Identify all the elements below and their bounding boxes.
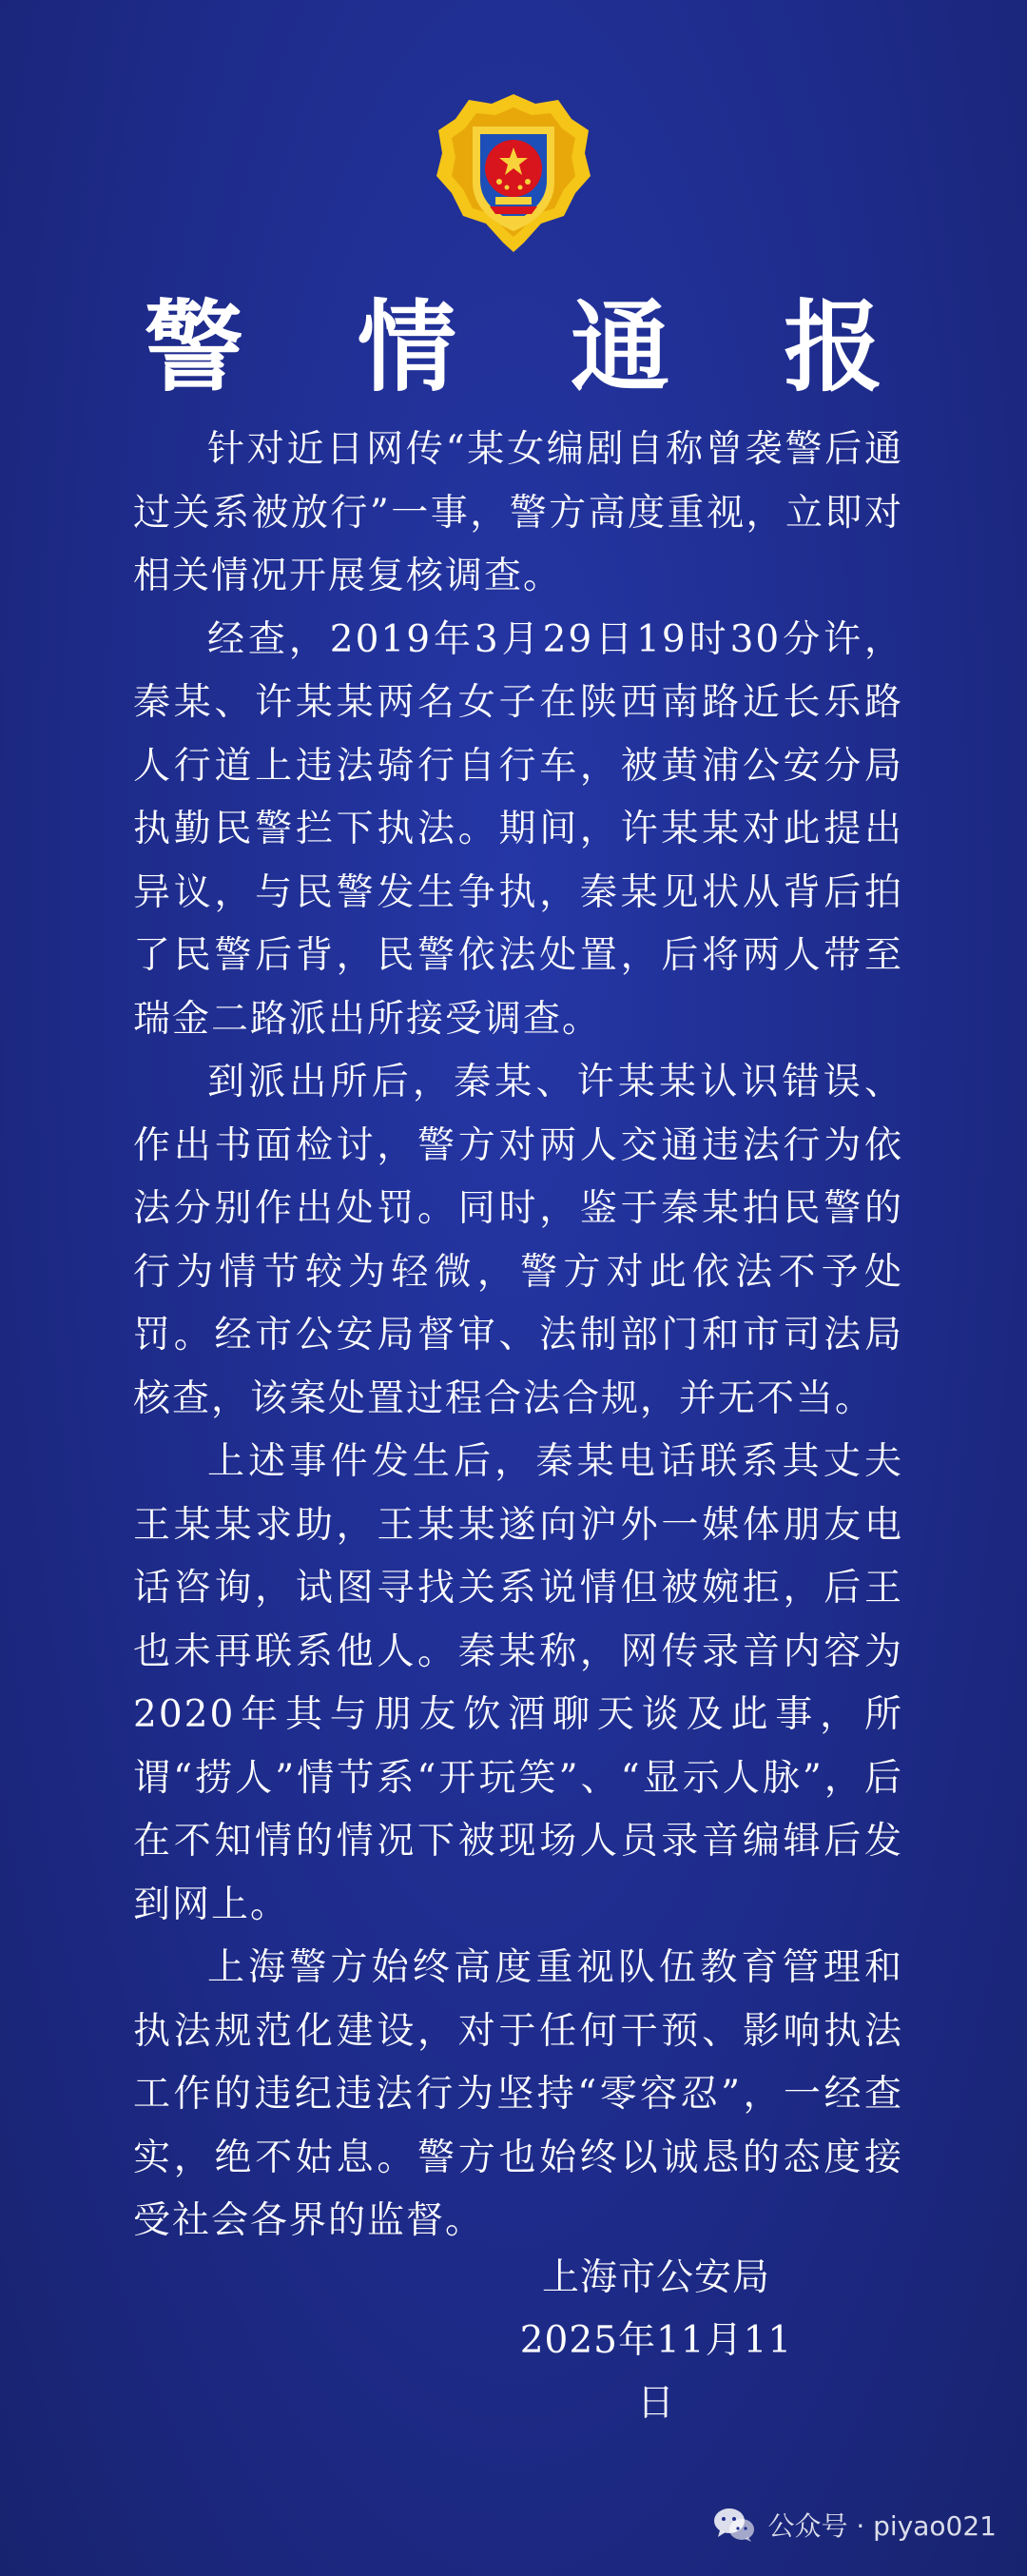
- paragraph: 针对近日网传“某女编剧自称曾袭警后通过关系被放行”一事，警方高度重视，立即对相关情况开展复核调查。: [133, 428, 903, 597]
- police-emblem-icon: [433, 90, 594, 257]
- watermark: [712, 2504, 997, 2546]
- paragraph: 经查，2019年3月29日19时30分许，秦某、许某某两名女子在陕西南路近长乐路人行道上违法骑行自行车，被黄浦公安分局执勤民警拦下执法。期间，许某某对此提出异议，与民警发生争执，秦某见状从背后拍了民警后背，民警依法处置，后将两人带至瑞金二路派出所接受调查。: [133, 617, 903, 1041]
- signature-organization: 上海市公安局: [541, 2256, 770, 2299]
- watermark-text: 公众号 · piyao021: [767, 2510, 997, 2542]
- notice-body: [133, 419, 903, 2254]
- signature-date: 2025年11月11日: [519, 2319, 793, 2425]
- paragraph: 到派出所后，秦某、许某某认识错误、作出书面检讨，警方对两人交通违法行为依法分别作出处罚。同时，鉴于秦某拍民警的行为情节较为轻微，警方对此依法不予处罚。经市公安局督审、法制部门和市司法局核查，该案处置过程合法合规，并无不当。: [133, 1061, 903, 1420]
- paragraph: 上述事件发生后，秦某电话联系其丈夫王某某求助，王某某遂向沪外一媒体朋友电话咨询，试图寻找关系说情但被婉拒，后王也未再联系他人。秦某称，网传录音内容为2020年其与朋友饮酒聊天谈及此事，所谓“捞人”情节系“开玩笑”、“显示人脉”，后在不知情的情况下被现场人员录音编辑后发到网上。: [133, 1440, 903, 1926]
- paragraph: 上海警方始终高度重视队伍教育管理和执法规范化建设，对于任何干预、影响执法工作的违纪违法行为坚持“零容忍”，一经查实，绝不姑息。警方也始终以诚恳的态度接受社会各界的监督。: [133, 1946, 903, 2242]
- wechat-icon: [712, 2506, 756, 2544]
- notice-title: 警 情 通 报: [144, 288, 923, 405]
